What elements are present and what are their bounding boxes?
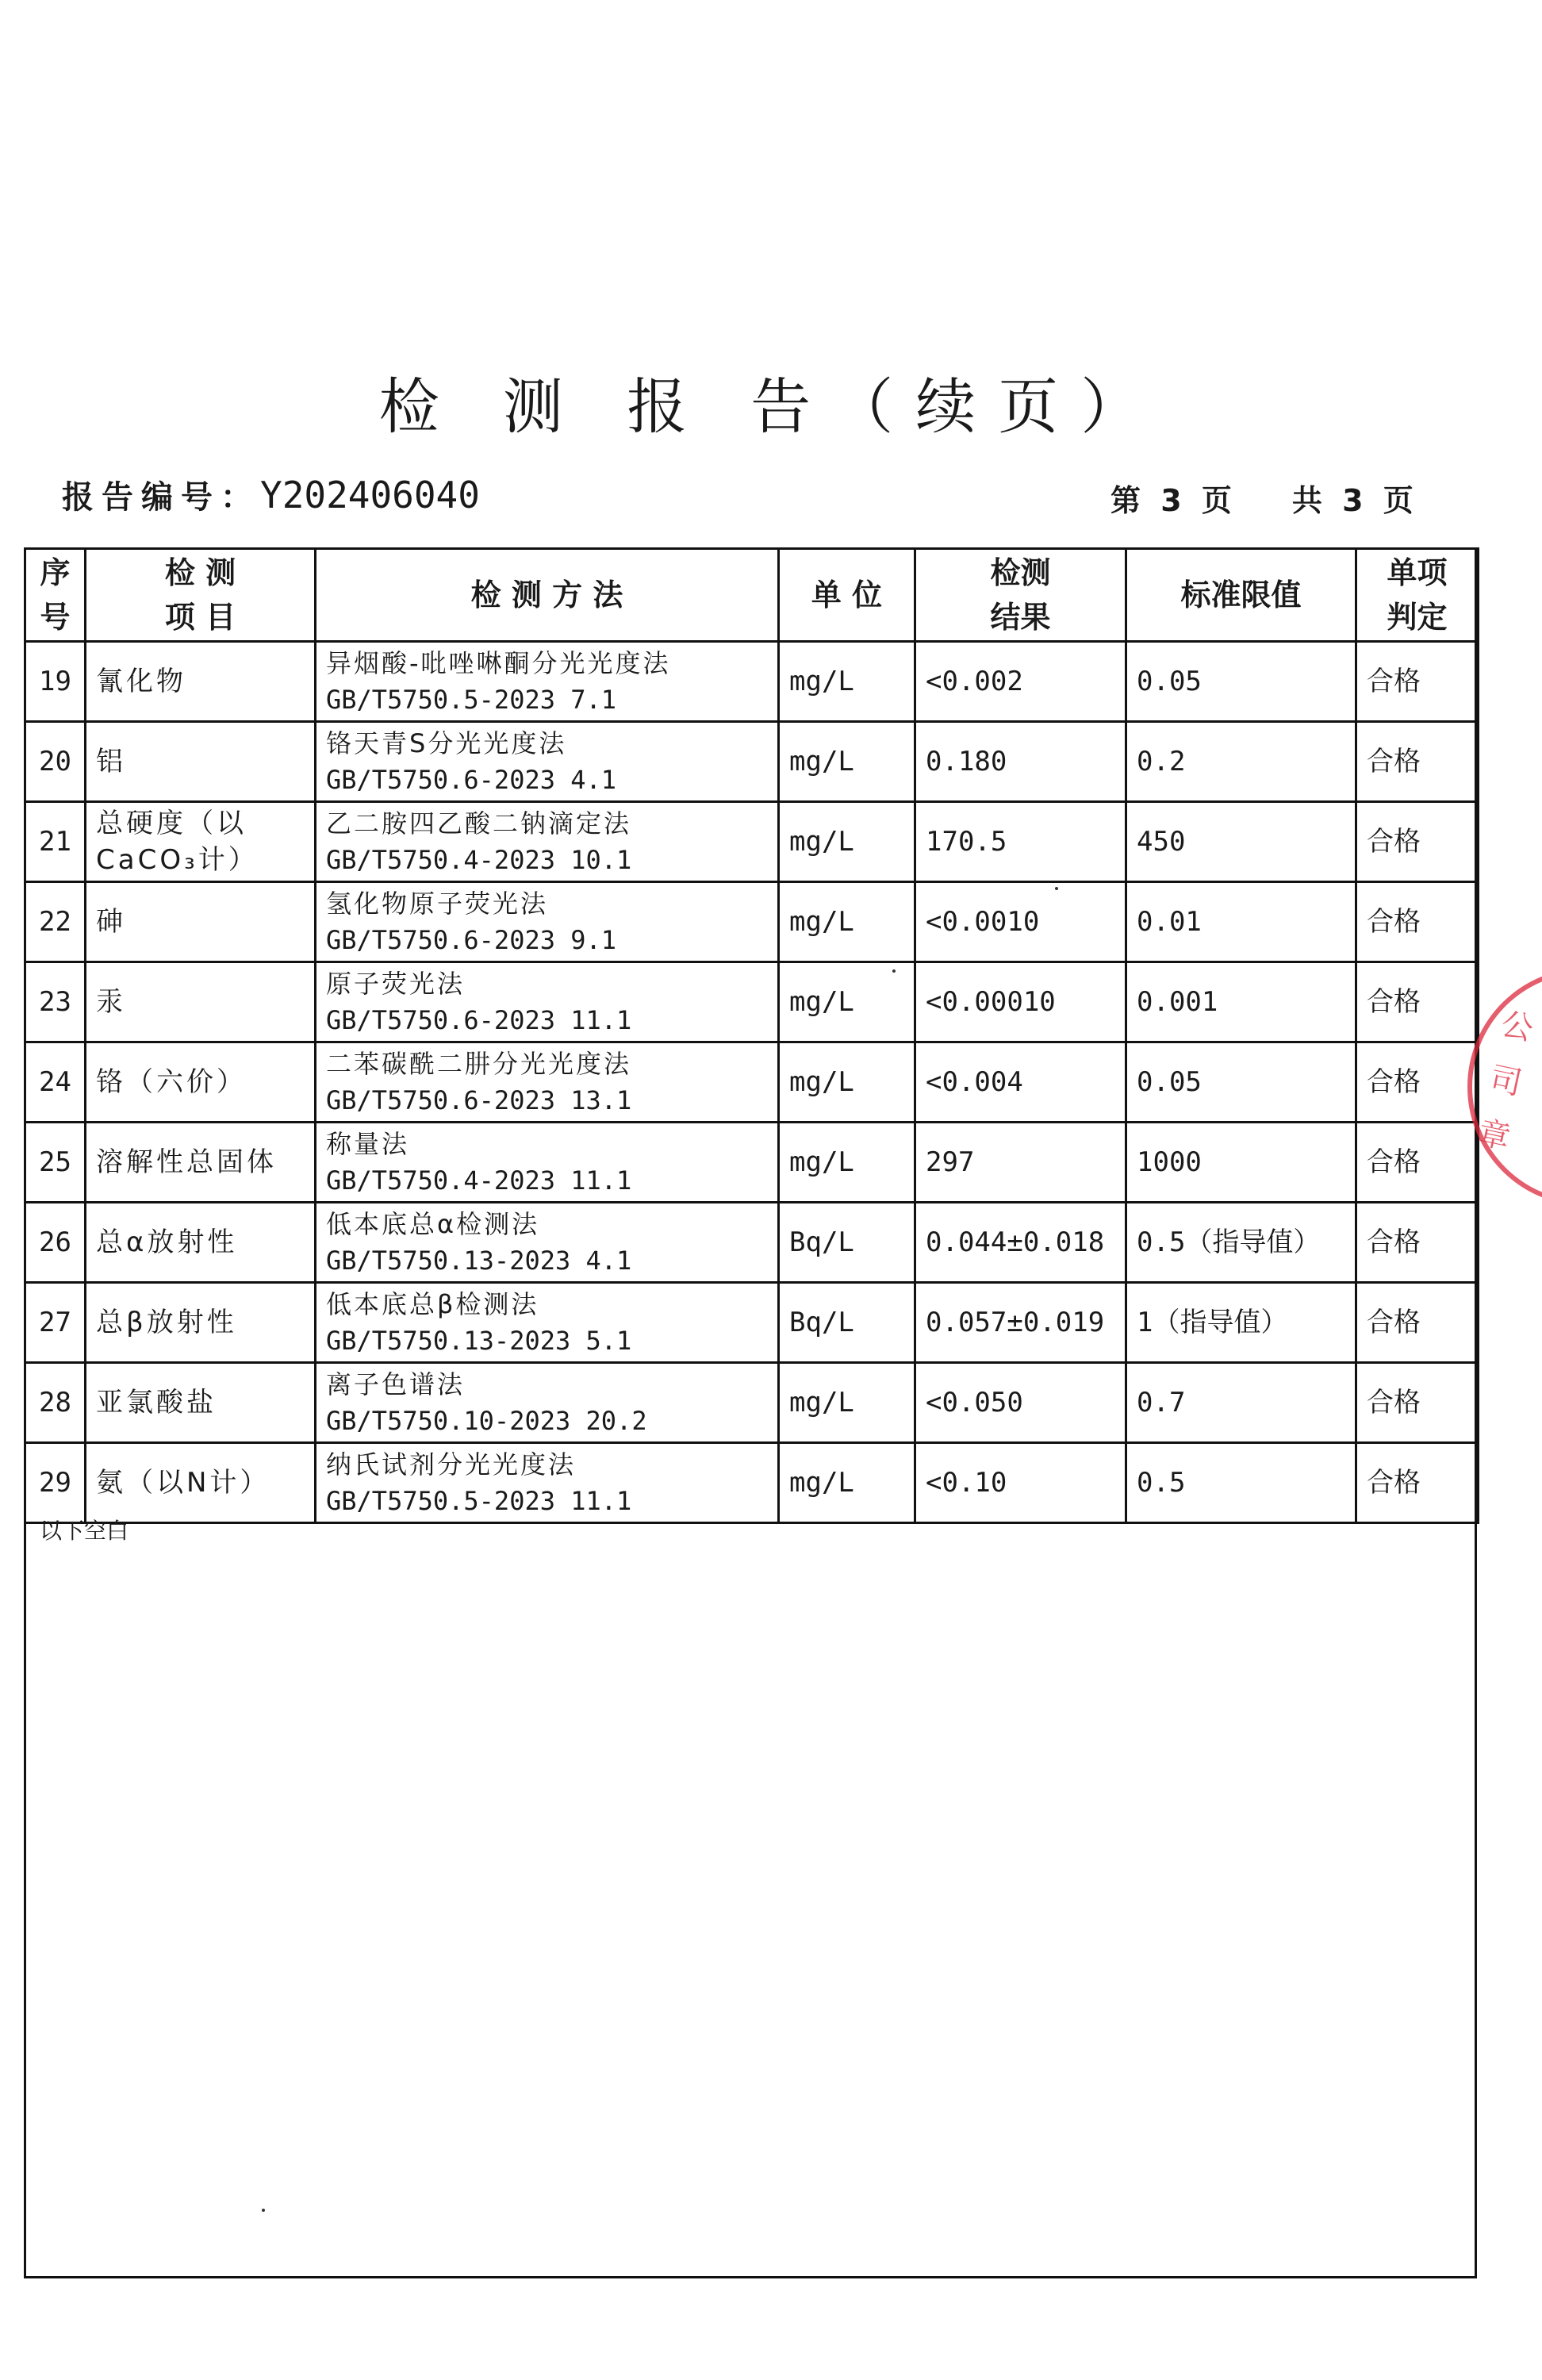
table-row [25, 722, 1479, 802]
scan-speck [262, 2209, 265, 2212]
table-row [25, 1443, 1479, 1523]
row-index: 29 [25, 1443, 86, 1523]
col-header-index: 序 号 [25, 549, 86, 642]
row-index: 27 [25, 1283, 86, 1363]
table-header-row [25, 549, 1479, 642]
unit: Bq/L [779, 1283, 915, 1363]
col-header-limit: 标准限值 [1126, 549, 1356, 642]
test-result: <0.00010 [915, 962, 1126, 1042]
verdict: 合格 [1356, 642, 1479, 722]
test-result: 297 [915, 1123, 1126, 1203]
col-header-verdict: 单项 判定 [1356, 549, 1479, 642]
test-result: <0.10 [915, 1443, 1126, 1523]
row-index: 23 [25, 962, 86, 1042]
verdict: 合格 [1356, 962, 1479, 1042]
unit: mg/L [779, 802, 915, 882]
unit: mg/L [779, 882, 915, 962]
method-standard: GB/T5750.5-2023 11.1 [326, 1486, 632, 1516]
method-standard: GB/T5750.4-2023 11.1 [326, 1165, 632, 1196]
test-method [316, 882, 779, 962]
col-header-method: 检 测 方 法 [316, 549, 779, 642]
test-item: 铝 [86, 722, 316, 802]
test-item: 总β放射性 [86, 1283, 316, 1363]
row-index: 20 [25, 722, 86, 802]
unit: Bq/L [779, 1203, 915, 1283]
test-item: 铬（六价） [86, 1042, 316, 1123]
test-item: 氨（以N计） [86, 1443, 316, 1523]
standard-limit: 0.5（指导值） [1126, 1203, 1356, 1283]
row-index: 22 [25, 882, 86, 962]
verdict: 合格 [1356, 802, 1479, 882]
method-name: 异烟酸-吡唑啉酮分光光度法 [326, 648, 671, 678]
unit: mg/L [779, 642, 915, 722]
method-standard: GB/T5750.6-2023 13.1 [326, 1085, 632, 1115]
table-row [25, 642, 1479, 722]
unit: mg/L [779, 1042, 915, 1123]
test-result: 0.044±0.018 [915, 1203, 1126, 1283]
scan-speck [892, 969, 896, 973]
test-result: <0.0010 [915, 882, 1126, 962]
end-of-content-note: 以下空白 [40, 1518, 129, 1544]
scan-speck [1055, 887, 1058, 890]
test-method [316, 642, 779, 722]
row-index: 19 [25, 642, 86, 722]
method-standard: GB/T5750.13-2023 5.1 [326, 1326, 632, 1356]
standard-limit: 0.05 [1126, 642, 1356, 722]
verdict: 合格 [1356, 1123, 1479, 1203]
standard-limit: 1（指导值） [1126, 1283, 1356, 1363]
unit: mg/L [779, 722, 915, 802]
col-header-unit: 单 位 [779, 549, 915, 642]
test-item: 亚氯酸盐 [86, 1363, 316, 1443]
row-index: 21 [25, 802, 86, 882]
test-method [316, 1283, 779, 1363]
test-item: 总α放射性 [86, 1203, 316, 1283]
col-header-item: 检 测 项 目 [86, 549, 316, 642]
standard-limit: 0.01 [1126, 882, 1356, 962]
method-name: 称量法 [326, 1129, 410, 1159]
page-indicator [1110, 476, 1474, 520]
unit: mg/L [779, 1443, 915, 1523]
unit: mg/L [779, 1123, 915, 1203]
test-result: <0.050 [915, 1363, 1126, 1443]
table-row [25, 1123, 1479, 1203]
table-row [25, 802, 1479, 882]
row-index: 24 [25, 1042, 86, 1123]
report-number-label: 报告编号： [62, 479, 260, 516]
method-standard: GB/T5750.6-2023 9.1 [326, 925, 617, 955]
verdict: 合格 [1356, 1042, 1479, 1123]
method-name: 二苯碳酰二肼分光光度法 [326, 1049, 632, 1079]
method-name: 离子色谱法 [326, 1369, 466, 1399]
verdict: 合格 [1356, 722, 1479, 802]
row-index: 25 [25, 1123, 86, 1203]
test-method [316, 962, 779, 1042]
seal-text: 公 司 章 [1475, 1005, 1537, 1157]
table-row [25, 1363, 1479, 1443]
test-method [316, 1123, 779, 1203]
test-method [316, 802, 779, 882]
unit: mg/L [779, 962, 915, 1042]
test-result: 170.5 [915, 802, 1126, 882]
col-header-result: 检测 结果 [915, 549, 1126, 642]
method-standard: GB/T5750.10-2023 20.2 [326, 1406, 647, 1436]
total-pages: 共 3 页 [1291, 483, 1418, 518]
verdict: 合格 [1356, 1363, 1479, 1443]
method-standard: GB/T5750.6-2023 11.1 [326, 1005, 632, 1035]
table-row [25, 962, 1479, 1042]
method-standard: GB/T5750.5-2023 7.1 [326, 685, 617, 715]
table-row [25, 1283, 1479, 1363]
test-method [316, 1443, 779, 1523]
method-name: 铬天青S分光光度法 [326, 728, 567, 758]
test-method [316, 1203, 779, 1283]
test-item: 溶解性总固体 [86, 1123, 316, 1203]
standard-limit: 0.5 [1126, 1443, 1356, 1523]
verdict: 合格 [1356, 882, 1479, 962]
standard-limit: 0.2 [1126, 722, 1356, 802]
method-standard: GB/T5750.6-2023 4.1 [326, 765, 617, 795]
company-seal-stamp [1467, 968, 1542, 1206]
table-row [25, 882, 1479, 962]
method-standard: GB/T5750.4-2023 10.1 [326, 845, 632, 875]
test-item: 汞 [86, 962, 316, 1042]
method-name: 低本底总β检测法 [326, 1289, 539, 1319]
table-row [25, 1203, 1479, 1283]
test-result: <0.004 [915, 1042, 1126, 1123]
standard-limit: 0.001 [1126, 962, 1356, 1042]
table-row [25, 1042, 1479, 1123]
unit: mg/L [779, 1363, 915, 1443]
verdict: 合格 [1356, 1443, 1479, 1523]
method-name: 纳氏试剂分光光度法 [326, 1449, 577, 1480]
method-name: 低本底总α检测法 [326, 1209, 540, 1239]
report-title: 检 测 报 告（续页） [378, 371, 1164, 442]
verdict: 合格 [1356, 1283, 1479, 1363]
row-index: 28 [25, 1363, 86, 1443]
report-number [62, 472, 480, 517]
method-name: 氢化物原子荧光法 [326, 889, 549, 919]
method-name: 原子荧光法 [326, 969, 466, 999]
standard-limit: 0.7 [1126, 1363, 1356, 1443]
verdict: 合格 [1356, 1203, 1479, 1283]
test-item: 氰化物 [86, 642, 316, 722]
row-index: 26 [25, 1203, 86, 1283]
test-method [316, 1042, 779, 1123]
test-result: 0.180 [915, 722, 1126, 802]
results-table [24, 547, 1479, 1524]
test-method [316, 722, 779, 802]
test-item: 砷 [86, 882, 316, 962]
test-result: 0.057±0.019 [915, 1283, 1126, 1363]
current-page: 第 3 页 [1110, 483, 1237, 518]
test-method [316, 1363, 779, 1443]
test-item: 总硬度（以 CaCO₃计） [86, 802, 316, 882]
standard-limit: 0.05 [1126, 1042, 1356, 1123]
standard-limit: 450 [1126, 802, 1356, 882]
method-standard: GB/T5750.13-2023 4.1 [326, 1246, 632, 1276]
method-name: 乙二胺四乙酸二钠滴定法 [326, 808, 632, 839]
standard-limit: 1000 [1126, 1123, 1356, 1203]
test-result: <0.002 [915, 642, 1126, 722]
report-number-value: Y202406040 [260, 474, 480, 516]
